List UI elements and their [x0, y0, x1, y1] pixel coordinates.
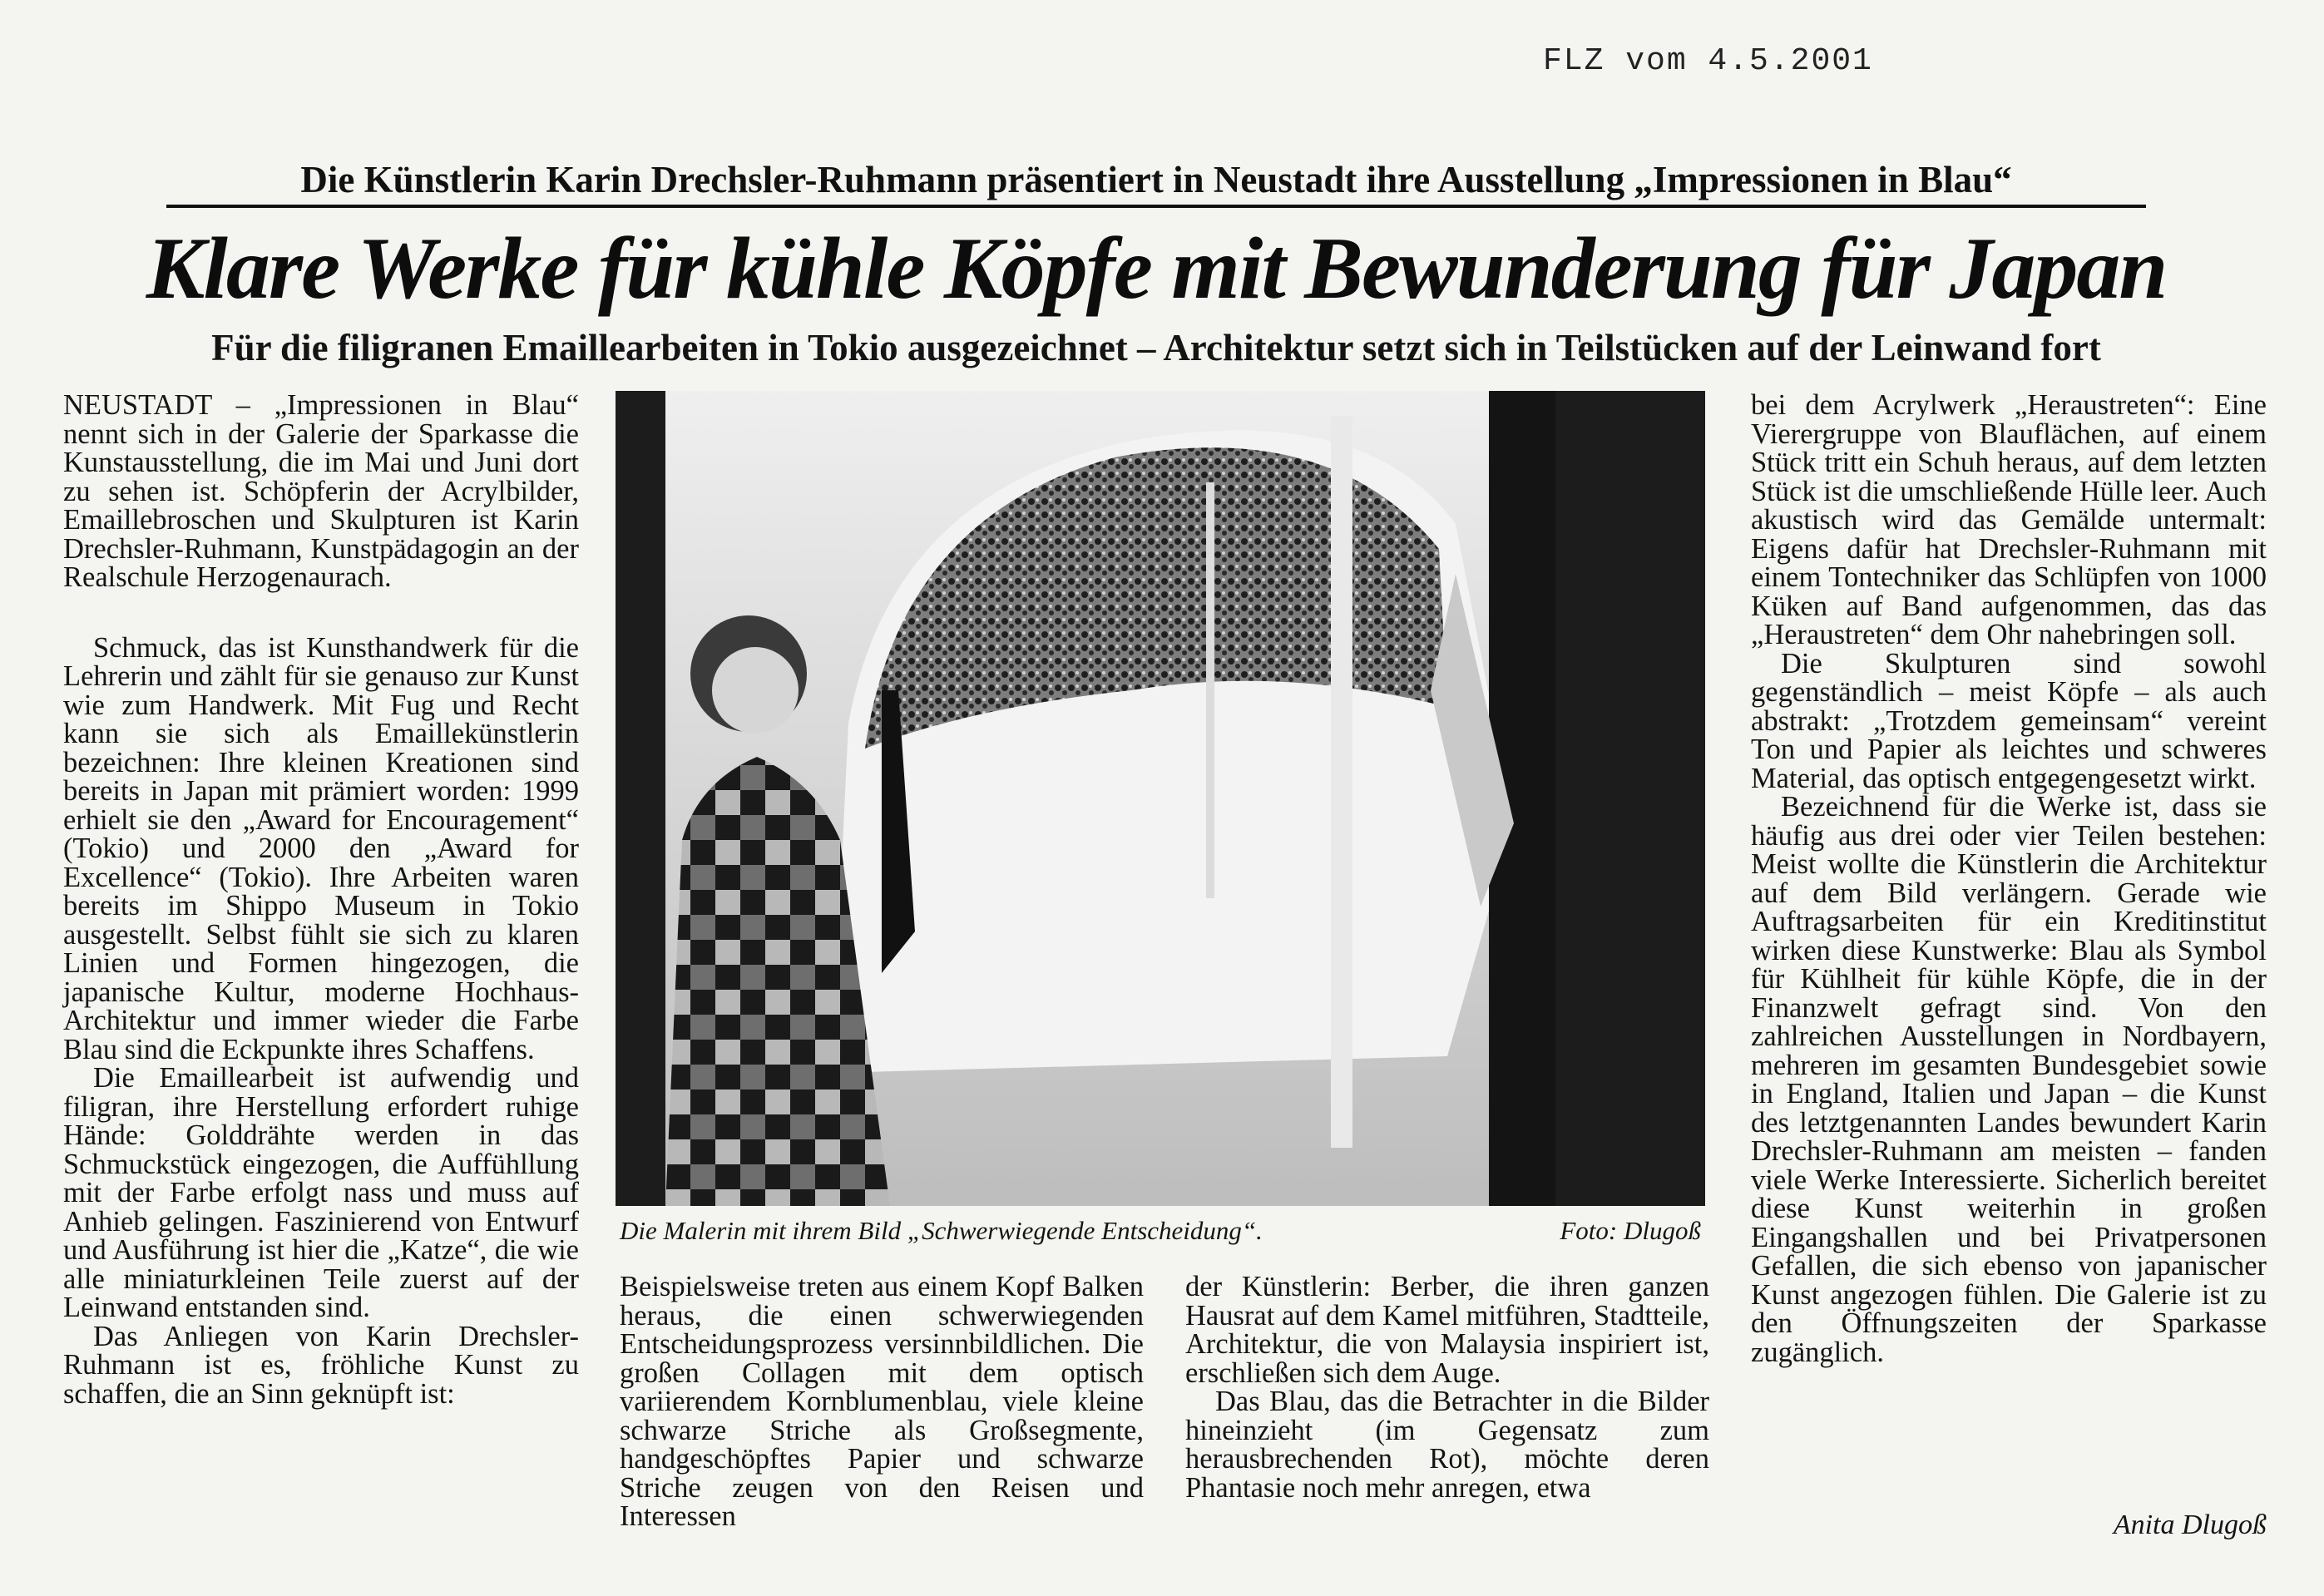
paragraph: NEUSTADT – „Impressionen in Blau“ nennt sich in der Galerie der Sparkasse die Kunstausstellung, die im Mai und Juni dort zu sehen ist. Schöpferin der Acrylbilder, Emaillebroschen und Skulpturen ist Karin Drechsler-Ruhmann, Kunstpädagogin an der Realschule Herzogenaurach. [63, 389, 579, 593]
article-column-1 [63, 391, 579, 1555]
article-column-2a [620, 1272, 1144, 1580]
paragraph: Die Emaillearbeit ist aufwendig und filigran, ihre Herstellung erfordert ruhige Hände: Golddrähte werden in das Schmuckstück eingezogen, die Auffühllung mit der Farbe erfolgt nass und muss auf Anhieb gelingen. Faszinierend von Entwurf und Ausführung ist hier die „Katze“, die wie alle miniaturkleinen Teile zuerst auf der Leinwand entstanden sind. [63, 1062, 579, 1323]
article-column-3 [1751, 391, 2267, 1555]
paragraph: der Künstlerin: Berber, die ihren ganzen Hausrat auf dem Kamel mitführen, Stadtteile, Architektur, die von Malaysia inspiriert ist, erschließen sich dem Auge. [1185, 1271, 1709, 1389]
paragraph: Bezeichnend für die Werke ist, dass sie häufig aus drei oder vier Teilen bestehen: Meist wollte die Künstlerin die Architektur auf dem Bild verlängern. Gerade wie Auftragsarbeiten für ein Kreditinstitut wirken diese Kunstwerke: Blau als Symbol für Kühlheit für kühle Köpfe, die in der Finanzwelt gefragt sind. Von den zahlreichen Ausstellungen in Nordbayern, mehreren im gesamten Bundesgebiet sowie in England, Italien und Japan – die Kunst des letztgenannten Landes bewundert Karin Drechsler-Ruhmann am meisten – fanden viele Werke Interessierte. Sicherlich bereitet diese Kunst weiterhin in großen Eingangshallen und bei Privatpersonen Gefallen, die sich ebenso von japanischer Kunst angezogen fühlen. Die Galerie ist zu den Öffnungszeiten der Sparkasse zugänglich. [1751, 791, 2267, 1368]
photo-illustration [616, 391, 1705, 1206]
paragraph: Das Anliegen von Karin Drechsler-Ruhmann ist es, fröhliche Kunst zu schaffen, die an Sinn geknüpft ist: [63, 1320, 579, 1410]
subheadline: Für die filigranen Emaillearbeiten in Tokio ausgezeichnet – Architektur setzt sich in Teilstücken auf der Leinwand fort [211, 327, 2101, 368]
author-signature: Anita Dlugoß [2113, 1510, 2267, 1540]
headline: Klare Werke für kühle Köpfe mit Bewunderung für Japan [146, 220, 2167, 317]
article-photo [616, 391, 1705, 1206]
article-column-2b [1185, 1272, 1709, 1580]
photo-caption [620, 1216, 1701, 1246]
caption-text: Die Malerin mit ihrem Bild „Schwerwiegende Entscheidung“. [620, 1216, 1263, 1245]
date-stamp: FLZ vom 4.5.2001 [1543, 43, 1873, 79]
photo-credit: Foto: Dlugoß [1560, 1216, 1701, 1245]
paragraph: Die Skulpturen sind sowohl gegenständlich – meist Köpfe – als auch abstrakt: „Trotzdem gemeinsam“ vereint Ton und Papier als leichtes und schweres Material, das optisch entgegengesetzt wirkt. [1751, 647, 2267, 794]
kicker-line: Die Künstlerin Karin Drechsler-Ruhmann präsentiert in Neustadt ihre Ausstellung „Impressionen in Blau“ [166, 158, 2146, 208]
paragraph: Schmuck, das ist Kunsthandwerk für die Lehrerin und zählt für sie genauso zur Kunst wie zum Handwerk. Mit Fug und Recht kann sie sich als Emaillekünstlerin bezeichnen: Ihre kleinen Kreationen sind bereits in Japan mit prämiert worden: 1999 erhielt sie den „Award for Encouragement“ (Tokio) und 2000 den „Award for Excellence“ (Tokio). Ihre Arbeiten waren bereits im Shippo Museum in Tokio ausgestellt. Selbst fühlt sie sich zu klaren Linien und Formen hingezogen, die japanische Kultur, moderne Hochhaus-Architektur und immer wieder die Farbe Blau sind die Eckpunkte ihres Schaffens. [63, 631, 579, 1065]
paragraph: bei dem Acrylwerk „Heraustreten“: Eine Vierergruppe von Blauflächen, auf einem Stück tritt ein Schuh heraus, auf dem letzten Stück ist die umschließende Hülle leer. Auch akustisch wird das Gemälde untermalt: Eigens dafür hat Drechsler-Ruhmann mit einem Tontechniker das Schlüpfen von 1000 Küken auf Band aufgenommen, das das „Heraustreten“ dem Ohr nahebringen soll. [1751, 389, 2267, 650]
paragraph: Beispielsweise treten aus einem Kopf Balken heraus, die einen schwerwiegenden Entscheidungsprozess versinnbildlichen. Die großen Collagen mit dem optisch variierendem Kornblumenblau, viele kleine schwarze Striche als Großsegmente, handgeschöpftes Papier und schwarze Striche zeugen von den Reisen und Interessen [620, 1271, 1144, 1532]
paragraph: Das Blau, das die Betrachter in die Bilder hineinzieht (im Gegensatz zum herausbrechenden Rot), möchte deren Phantasie noch mehr anregen, etwa [1185, 1386, 1709, 1504]
